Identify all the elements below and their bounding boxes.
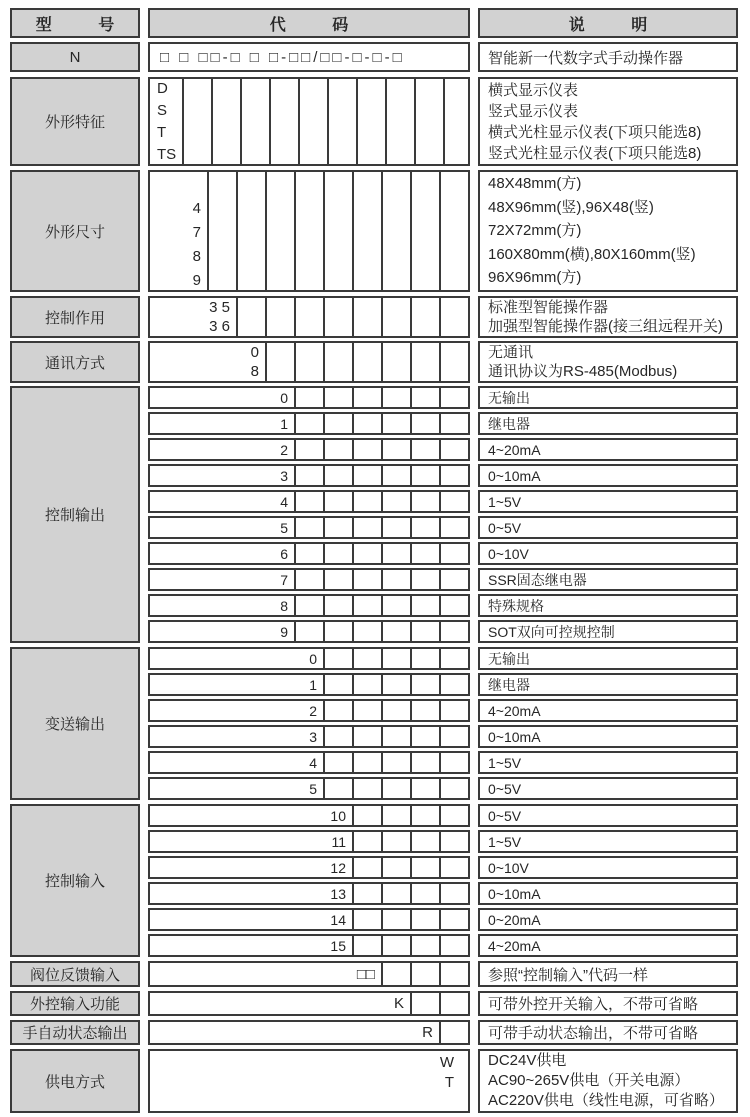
row-label-comm: 通讯方式 xyxy=(10,341,140,383)
code-grid xyxy=(352,858,468,877)
code-cell xyxy=(148,699,470,722)
code-value: 0 xyxy=(309,650,317,667)
code-grid xyxy=(207,172,468,290)
desc-line: AC90~265V供电（开关电源） xyxy=(488,1072,690,1089)
code-grid xyxy=(294,570,468,589)
code-value: S xyxy=(157,101,168,119)
valve-feedback-code-cell xyxy=(148,961,470,987)
model-code-table xyxy=(10,8,738,1117)
code-grid xyxy=(294,466,468,485)
table-row xyxy=(148,386,738,409)
size-code-cell xyxy=(148,170,470,292)
code-value: 2 xyxy=(309,702,317,719)
desc-cell xyxy=(478,908,738,931)
code-grid xyxy=(323,701,468,720)
power-code-cell xyxy=(148,1049,470,1113)
code-cell xyxy=(148,804,470,827)
code-value: 8 xyxy=(192,248,201,265)
desc-line: 通讯协议为RS-485(Modbus) xyxy=(488,363,678,380)
desc-line: 96X96mm(方) xyxy=(488,269,582,287)
desc-line: 无输出 xyxy=(488,389,530,406)
code-value: D xyxy=(157,79,168,97)
section-control-output xyxy=(10,386,738,643)
code-grid xyxy=(323,675,468,694)
code-grid xyxy=(294,440,468,459)
section-power xyxy=(10,1049,738,1113)
desc-line: 0~20mA xyxy=(488,911,541,928)
comm-descriptions xyxy=(478,341,738,383)
desc-cell xyxy=(478,777,738,800)
desc-cell xyxy=(478,620,738,643)
desc-line: 1~5V xyxy=(488,833,522,850)
desc-line: 1~5V xyxy=(488,493,522,510)
code-grid xyxy=(294,414,468,433)
header-description: 说 明 xyxy=(478,8,738,38)
code-cell xyxy=(148,777,470,800)
code-cell xyxy=(148,647,470,670)
table-row xyxy=(148,934,738,957)
table-row xyxy=(148,777,738,800)
table-row xyxy=(148,438,738,461)
table-row xyxy=(148,620,738,643)
section-valve-feedback xyxy=(10,961,738,987)
desc-line: 48X48mm(方) xyxy=(488,175,582,193)
desc-line: 0~10mA xyxy=(488,467,541,484)
desc-cell xyxy=(478,647,738,670)
row-label-control-output: 控制输出 xyxy=(10,386,140,643)
code-grid xyxy=(265,343,468,381)
row-label-action: 控制作用 xyxy=(10,296,140,338)
desc-line: 72X72mm(方) xyxy=(488,222,582,240)
code-value: 3 xyxy=(309,728,317,745)
code-value: 15 xyxy=(330,937,346,954)
table-row xyxy=(148,412,738,435)
action-descriptions xyxy=(478,296,738,338)
table-row xyxy=(148,647,738,670)
desc-cell xyxy=(478,751,738,774)
desc-line: 0~10mA xyxy=(488,885,541,902)
table-row xyxy=(148,804,738,827)
table-row xyxy=(148,673,738,696)
desc-cell xyxy=(478,412,738,435)
code-value: 9 xyxy=(280,623,288,640)
desc-cell xyxy=(478,804,738,827)
desc-cell xyxy=(478,673,738,696)
table-row xyxy=(148,882,738,905)
table-row xyxy=(148,830,738,853)
desc-line: 可带外控开关输入，不带可省略 xyxy=(488,996,699,1013)
code-cell xyxy=(148,386,470,409)
desc-cell xyxy=(478,830,738,853)
code-grid xyxy=(352,832,468,851)
code-value: TS xyxy=(157,145,177,163)
code-cell xyxy=(148,620,470,643)
table-row xyxy=(148,594,738,617)
code-value: 12 xyxy=(330,859,346,876)
row-label-valve-feedback: 阀位反馈输入 xyxy=(10,961,140,987)
size-descriptions xyxy=(478,170,738,292)
row-label-size: 外形尺寸 xyxy=(10,170,140,292)
desc-cell xyxy=(478,594,738,617)
model-description xyxy=(478,42,738,72)
desc-line: 1~5V xyxy=(488,754,522,771)
desc-cell xyxy=(478,934,738,957)
desc-line: 0~10V xyxy=(488,545,529,562)
code-value: 1 xyxy=(280,415,288,432)
code-value: 5 xyxy=(309,780,317,797)
code-cell xyxy=(148,830,470,853)
table-row xyxy=(148,516,738,539)
comm-code-cell xyxy=(148,341,470,383)
code-value: 1 xyxy=(309,676,317,693)
transmit-output-rows xyxy=(148,647,738,800)
desc-line: 无输出 xyxy=(488,650,530,667)
code-value: T xyxy=(157,123,167,141)
header-model: 型 号 xyxy=(10,8,140,38)
code-value: 2 xyxy=(280,441,288,458)
section-action xyxy=(10,296,738,338)
code-cell xyxy=(148,542,470,565)
code-value: 4 xyxy=(280,493,288,510)
code-value: 4 xyxy=(309,754,317,771)
desc-cell xyxy=(478,856,738,879)
code-grid xyxy=(294,622,468,641)
row-label-model: N xyxy=(10,42,140,72)
code-value: W xyxy=(439,1054,454,1071)
table-row xyxy=(148,751,738,774)
desc-cell xyxy=(478,699,738,722)
code-value: 14 xyxy=(330,911,346,928)
desc-cell xyxy=(478,542,738,565)
code-value: T xyxy=(444,1074,454,1091)
desc-line: SOT双向可控规控制 xyxy=(488,623,615,640)
code-value: 10 xyxy=(330,807,346,824)
desc-line: 横式显示仪表 xyxy=(488,81,579,99)
code-grid xyxy=(410,993,468,1014)
table-row xyxy=(148,542,738,565)
code-cell xyxy=(148,725,470,748)
desc-cell xyxy=(478,568,738,591)
comm-codes xyxy=(150,343,265,381)
code-grid xyxy=(294,492,468,511)
code-cell xyxy=(148,438,470,461)
desc-cell xyxy=(478,438,738,461)
table-row xyxy=(148,490,738,513)
desc-cell xyxy=(478,386,738,409)
code-grid xyxy=(352,936,468,955)
code-cell xyxy=(148,594,470,617)
desc-line: 继电器 xyxy=(488,676,530,693)
code-grid xyxy=(352,910,468,929)
section-size xyxy=(10,170,738,292)
ext-input-description xyxy=(478,991,738,1016)
code-grid xyxy=(236,298,468,336)
code-value: 4 xyxy=(192,200,201,217)
desc-line: 48X96mm(竖),96X48(竖) xyxy=(488,198,654,216)
table-row xyxy=(148,856,738,879)
code-value: 13 xyxy=(330,885,346,902)
code-value: 0 xyxy=(280,389,288,406)
code-grid xyxy=(182,79,472,164)
code-value: 3 6 xyxy=(209,318,230,335)
power-codes xyxy=(150,1051,468,1111)
desc-line: 智能新一代数字式手动操作器 xyxy=(488,49,684,67)
manual-status-code-cell xyxy=(148,1020,470,1045)
code-value: 9 xyxy=(192,272,201,289)
code-cell xyxy=(148,464,470,487)
ext-input-code-cell xyxy=(148,991,470,1016)
table-row xyxy=(148,725,738,748)
code-cell xyxy=(148,568,470,591)
desc-line: 特殊规格 xyxy=(488,597,544,614)
desc-cell xyxy=(478,725,738,748)
row-label-transmit-output: 变送输出 xyxy=(10,647,140,800)
desc-line: DC24V供电 xyxy=(488,1052,567,1069)
desc-line: 横式光柱显示仪表(下项只能选8) xyxy=(488,123,702,141)
desc-line: 0~5V xyxy=(488,780,522,797)
code-grid xyxy=(352,806,468,825)
code-value: 7 xyxy=(280,571,288,588)
manual-status-description xyxy=(478,1020,738,1045)
desc-line: 参照“控制输入”代码一样 xyxy=(488,966,648,984)
code-grid xyxy=(294,596,468,615)
section-control-input xyxy=(10,804,738,957)
row-label-manual-status: 手自动状态输出 xyxy=(10,1020,140,1045)
row-label-shape: 外形特征 xyxy=(10,77,140,166)
desc-line: 0~10V xyxy=(488,859,529,876)
table-row xyxy=(148,568,738,591)
desc-line: 标准型智能操作器 xyxy=(488,299,609,316)
power-descriptions xyxy=(478,1049,738,1113)
code-value: 5 xyxy=(280,519,288,536)
desc-line: 可带手动状态输出，不带可省略 xyxy=(488,1025,699,1042)
desc-cell xyxy=(478,882,738,905)
code-cell xyxy=(148,882,470,905)
action-code-cell xyxy=(148,296,470,338)
control-output-rows xyxy=(148,386,738,643)
desc-cell xyxy=(478,490,738,513)
code-grid xyxy=(323,727,468,746)
code-value: 3 5 xyxy=(209,299,230,316)
desc-line: 0~5V xyxy=(488,807,522,824)
code-value: R xyxy=(422,1024,433,1041)
desc-line: 无通讯 xyxy=(488,344,534,361)
desc-cell xyxy=(478,464,738,487)
code-value: 6 xyxy=(280,545,288,562)
table-row xyxy=(148,699,738,722)
desc-cell xyxy=(478,516,738,539)
code-value: 0 xyxy=(250,344,259,361)
code-grid xyxy=(294,388,468,407)
header-row xyxy=(10,8,738,38)
desc-line: AC220V供电（线性电源，可省略） xyxy=(488,1092,724,1109)
desc-line: 加强型智能操作器(接三组远程开关) xyxy=(488,318,723,335)
code-value: 11 xyxy=(331,833,346,850)
code-grid xyxy=(439,1022,468,1043)
code-grid xyxy=(323,753,468,772)
shape-code-cell xyxy=(148,77,470,166)
control-input-rows xyxy=(148,804,738,957)
table-row xyxy=(148,464,738,487)
code-value: K xyxy=(393,995,404,1012)
code-cell xyxy=(148,934,470,957)
row-label-power: 供电方式 xyxy=(10,1049,140,1113)
row-label-ext-input: 外控输入功能 xyxy=(10,991,140,1016)
code-grid xyxy=(294,518,468,537)
section-transmit-output xyxy=(10,647,738,800)
desc-line: 竖式显示仪表 xyxy=(488,102,579,120)
code-cell xyxy=(148,856,470,879)
section-model xyxy=(10,42,738,72)
table-row xyxy=(148,908,738,931)
code-grid xyxy=(352,884,468,903)
shape-descriptions xyxy=(478,77,738,166)
code-grid xyxy=(294,544,468,563)
desc-line: 0~10mA xyxy=(488,728,541,745)
desc-line: 继电器 xyxy=(488,415,530,432)
section-ext-input xyxy=(10,991,738,1016)
desc-line: 4~20mA xyxy=(488,937,541,954)
desc-line: 0~5V xyxy=(488,519,522,536)
header-code: 代 码 xyxy=(148,8,470,38)
desc-line: 4~20mA xyxy=(488,702,541,719)
code-value: □□ xyxy=(356,965,375,983)
row-label-control-input: 控制输入 xyxy=(10,804,140,957)
desc-line: 4~20mA xyxy=(488,441,541,458)
code-value: 7 xyxy=(192,224,201,241)
code-cell xyxy=(148,673,470,696)
code-cell xyxy=(148,490,470,513)
code-cell xyxy=(148,751,470,774)
desc-line: 160X80mm(横),80X160mm(竖) xyxy=(488,245,696,263)
code-value: 8 xyxy=(280,597,288,614)
code-cell xyxy=(148,516,470,539)
code-cell xyxy=(148,908,470,931)
size-codes xyxy=(150,172,207,290)
code-value: 8 xyxy=(250,363,259,380)
code-grid xyxy=(381,963,468,985)
desc-line: SSR固态继电器 xyxy=(488,571,587,588)
shape-codes xyxy=(150,79,182,164)
code-grid xyxy=(323,649,468,668)
model-code-pattern: □ □ □□-□ □ □-□□/□□-□-□-□ xyxy=(148,42,470,72)
action-codes xyxy=(150,298,236,336)
code-grid xyxy=(323,779,468,798)
code-cell xyxy=(148,412,470,435)
section-manual-status xyxy=(10,1020,738,1045)
code-value: 3 xyxy=(280,467,288,484)
desc-line: 竖式光柱显示仪表(下项只能选8) xyxy=(488,144,702,162)
section-shape xyxy=(10,77,738,166)
valve-feedback-description xyxy=(478,961,738,987)
section-comm xyxy=(10,341,738,383)
